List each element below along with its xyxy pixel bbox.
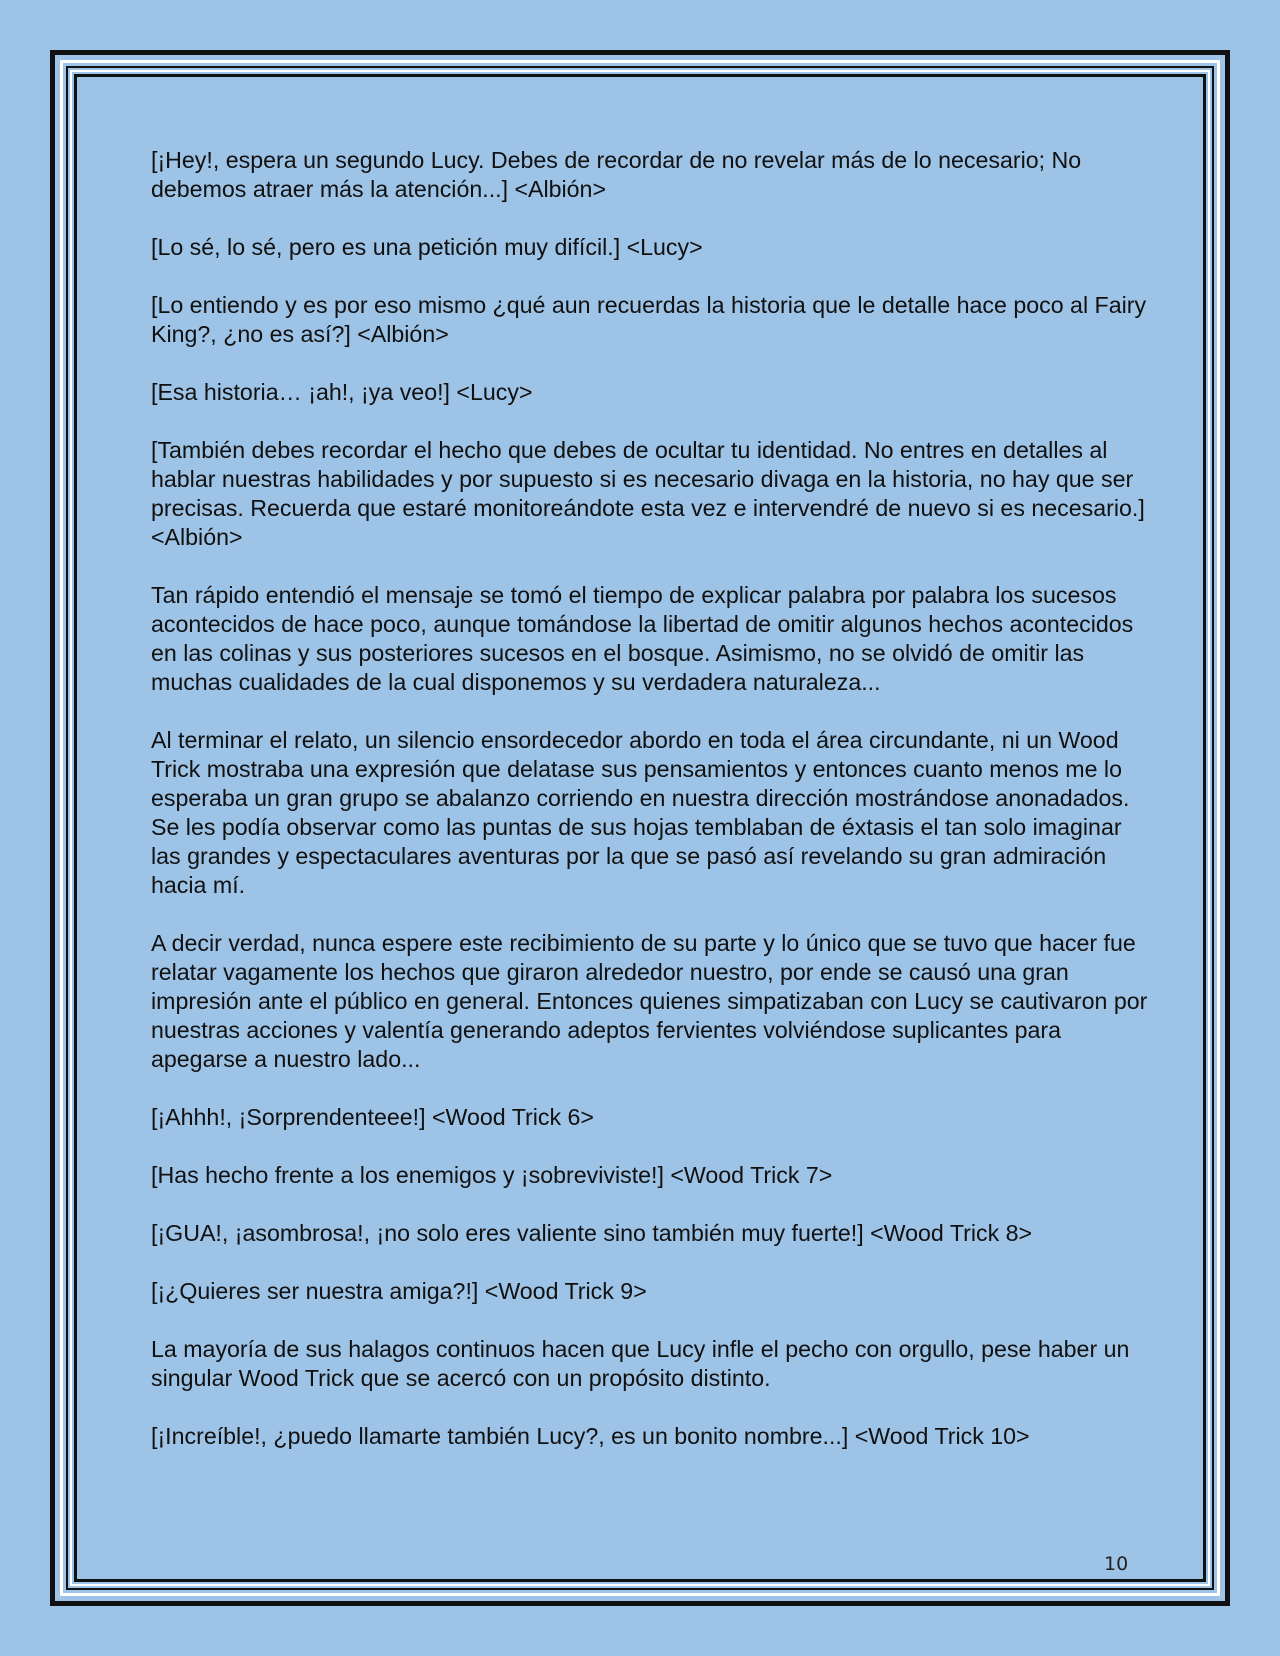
paragraph: [También debes recordar el hecho que debes de ocultar tu identidad. No entres en detalles al hablar nuestras habilidades y por supuesto si es necesario divaga en la historia, no hay que ser precisas. Recuerda que estaré monitoreándote esta vez e intervendré de nuevo si es necesario.] <Albión> bbox=[151, 437, 1145, 550]
paragraph: A decir verdad, nunca espere este recibimiento de su parte y lo único que se tuvo que hacer fue relatar vagamente los hechos que giraron alrededor nuestro, por ende se causó una gran impresión ante el público en general. Entonces quienes simpatizaban con Lucy se cautivaron por nuestras acciones y valentía generando adeptos fervientes volviéndose suplicantes para apegarse a nuestro lado... bbox=[151, 930, 1148, 1072]
document-body bbox=[151, 146, 1151, 1480]
paragraph: [¡Ahhh!, ¡Sorprendenteee!] <Wood Trick 6> bbox=[151, 1104, 594, 1130]
paragraph: Al terminar el relato, un silencio ensordecedor abordo en toda el área circundante, ni un Wood Trick mostraba una expresión que delatase sus pensamientos y entonces cuanto menos me lo esperaba un gran grupo se abalanzo corriendo en nuestra dirección mostrándose anonadados. Se les podía observar como las puntas de sus hojas temblaban de éxtasis el tan solo imaginar las grandes y espectaculares aventuras por la que se pasó así revelando su gran admiración hacia mí. bbox=[151, 727, 1130, 898]
paragraph: Tan rápido entendió el mensaje se tomó el tiempo de explicar palabra por palabra los sucesos acontecidos de hace poco, aunque tomándose la libertad de omitir algunos hechos acontecidos en las colinas y sus posteriores sucesos en el bosque. Asimismo, no se olvidó de omitir las muchas cualidades de la cual disponemos y su verdadera naturaleza... bbox=[151, 582, 1134, 695]
page-number: 10 bbox=[1104, 1553, 1129, 1575]
paragraph: La mayoría de sus halagos continuos hacen que Lucy infle el pecho con orgullo, pese haber un singular Wood Trick que se acercó con un propósito distinto. bbox=[151, 1336, 1130, 1391]
paragraph: [Esa historia… ¡ah!, ¡ya veo!] <Lucy> bbox=[151, 379, 533, 405]
paragraph: [¡Hey!, espera un segundo Lucy. Debes de recordar de no revelar más de lo necesario; No debemos atraer más la atención...] <Albión> bbox=[151, 147, 1082, 202]
paragraph: [¡GUA!, ¡asombrosa!, ¡no solo eres valiente sino también muy fuerte!] <Wood Trick 8> bbox=[151, 1220, 1033, 1246]
paragraph: [¡¿Quieres ser nuestra amiga?!] <Wood Trick 9> bbox=[151, 1278, 647, 1304]
paragraph: [Has hecho frente a los enemigos y ¡sobreviviste!] <Wood Trick 7> bbox=[151, 1162, 833, 1188]
paragraph: [¡Increíble!, ¿puedo llamarte también Lucy?, es un bonito nombre...] <Wood Trick 10> bbox=[151, 1423, 1030, 1449]
paragraph: [Lo sé, lo sé, pero es una petición muy difícil.] <Lucy> bbox=[151, 234, 703, 260]
paragraph: [Lo entiendo y es por eso mismo ¿qué aun recuerdas la historia que le detalle hace poco al Fairy King?, ¿no es así?] <Albión> bbox=[151, 292, 1147, 347]
